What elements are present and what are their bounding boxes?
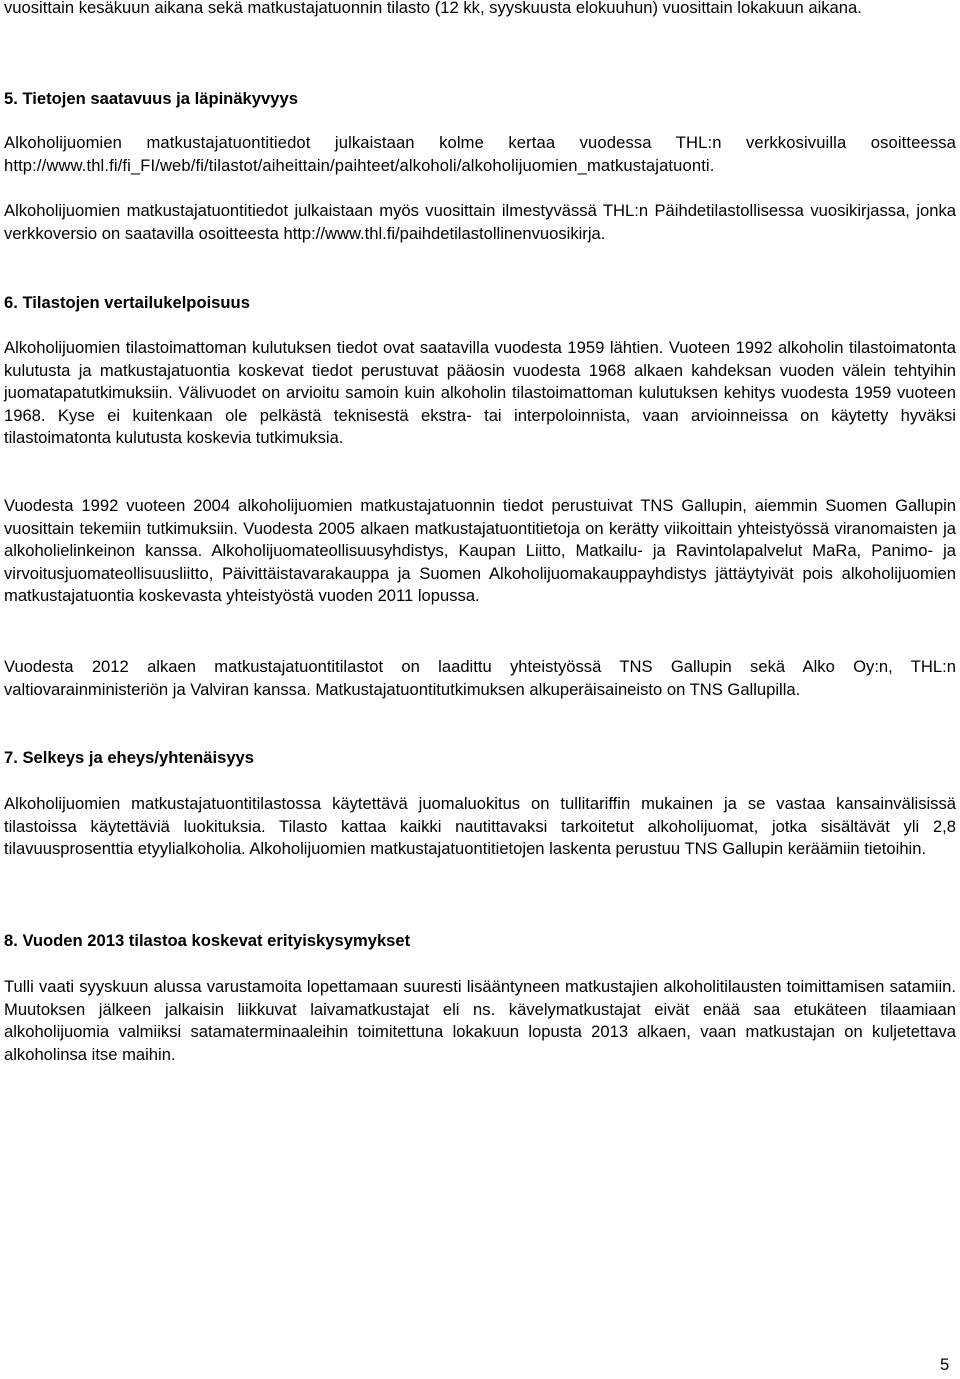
section-6-paragraph-2: Vuodesta 1992 vuoteen 2004 alkoholijuomien matkustajatuonnin tiedot perustuivat TNS Gallupin, aiemmin Suomen Gallupin vuosittain tekemiin tutkimuksiin. Vuodesta 2005 alkaen matkustajatuontitietoja on kerätty viikoittain yhteistyössä viranomaisten ja alkoholielinkeinon kanssa. Alkoholijuomateollisuusyhdistys, Kaupan Liitto, Matkailu- ja Ravintolapalvelut MaRa, Panimo- ja virvoitusjuomateollisuusliitto, Päivittäistavarakauppa ja Suomen Alkoholijuomakauppayhdistys jättäytyivät pois alkoholijuomien matkustajatuontia koskevasta yhteistyöstä vuoden 2011 lopussa. — [4, 496, 956, 605]
section-5-heading: 5. Tietojen saatavuus ja läpinäkyvyys — [4, 89, 298, 108]
page-number: 5 — [940, 1355, 950, 1374]
section-6-paragraph-3: Vuodesta 2012 alkaen matkustajatuontitilastot on laadittu yhteistyössä TNS Gallupin sekä Alko Oy:n, THL:n valtiovarainministeriön ja Valviran kanssa. Matkustajatuontitutkimuksen alkuperäisaineisto on TNS Gallupilla. — [4, 657, 956, 699]
section-7-paragraph-1: Alkoholijuomien matkustajatuontitilastossa käytettävä juomaluokitus on tullitariffin mukainen ja se vastaa kansainvälisissä tilastoissa käytettäviä luokituksia. Tilasto kattaa kaikki nautittavaksi tarkoitetut alkoholijuomat, jotka sisältävät yli 2,8 tilavuusprosenttia etyylialkoholia. Alkoholijuomien matkustajatuontitietojen laskenta perustuu TNS Gallupin keräämiin tietoihin. — [4, 794, 956, 858]
section-6-paragraph-1: Alkoholijuomien tilastoimattoman kulutuksen tiedot ovat saatavilla vuodesta 1959 lähtien. Vuoteen 1992 alkoholin tilastoimatonta kulutusta ja matkustajatuontia koskevat tiedot perustuvat pääosin vuodesta 1968 alkaen kahdeksan vuoden välein tehtyihin juomatapatutkimuksiin. Välivuodet on arvioitu samoin kuin alkoholin tilastoimattoman kulutuksen kehitys vuodesta 1959 vuoteen 1968. Kyse ei kuitenkaan ole pelkästä teknisestä ekstra- tai interpoloinnista, vaan arvioinneissa on käytetty hyväksi tilastoimatonta kulutusta koskevia tutkimuksia. — [4, 338, 956, 447]
intro-paragraph: vuosittain kesäkuun aikana sekä matkustajatuonnin tilasto (12 kk, syyskuusta elokuuhun) vuosittain lokakuun aikana. — [4, 0, 862, 17]
section-8-heading: 8. Vuoden 2013 tilastoa koskevat erityiskysymykset — [4, 931, 411, 950]
section-6-heading: 6. Tilastojen vertailukelpoisuus — [4, 293, 250, 312]
section-7-heading: 7. Selkeys ja eheys/yhtenäisyys — [4, 748, 255, 767]
section-5-paragraph-2: Alkoholijuomien matkustajatuontitiedot julkaistaan myös vuosittain ilmestyvässä THL:n Päihdetilastollisessa vuosikirjassa, jonka verkkoversio on saatavilla osoitteesta http://www.thl.fi/paihdetilastollinenvuosikirja. — [4, 201, 956, 243]
section-8-paragraph-1: Tulli vaati syyskuun alussa varustamoita lopettamaan suuresti lisääntyneen matkustajien alkoholitilausten toimittamisen satamiin. Muutoksen jälkeen jalkaisin liikkuvat laivamatkustajat eli ns. kävelymatkustajat eivät enää saa etukäteen tilaamiaan alkoholijuomia valmiiksi satamaterminaaleihin toimitettuna lokakuun lopusta 2013 alkaen, vaan matkustajan on kuljetettava alkoholinsa itse maihin. — [4, 977, 956, 1064]
section-5-paragraph-1: Alkoholijuomien matkustajatuontitiedot julkaistaan kolme kertaa vuodessa THL:n verkkosivuilla osoitteessa http://www.thl.fi/fi_FI/web/fi/tilastot/aiheittain/paihteet/alkoholi/alkoholijuomien_matkustajatuonti. — [4, 133, 956, 175]
